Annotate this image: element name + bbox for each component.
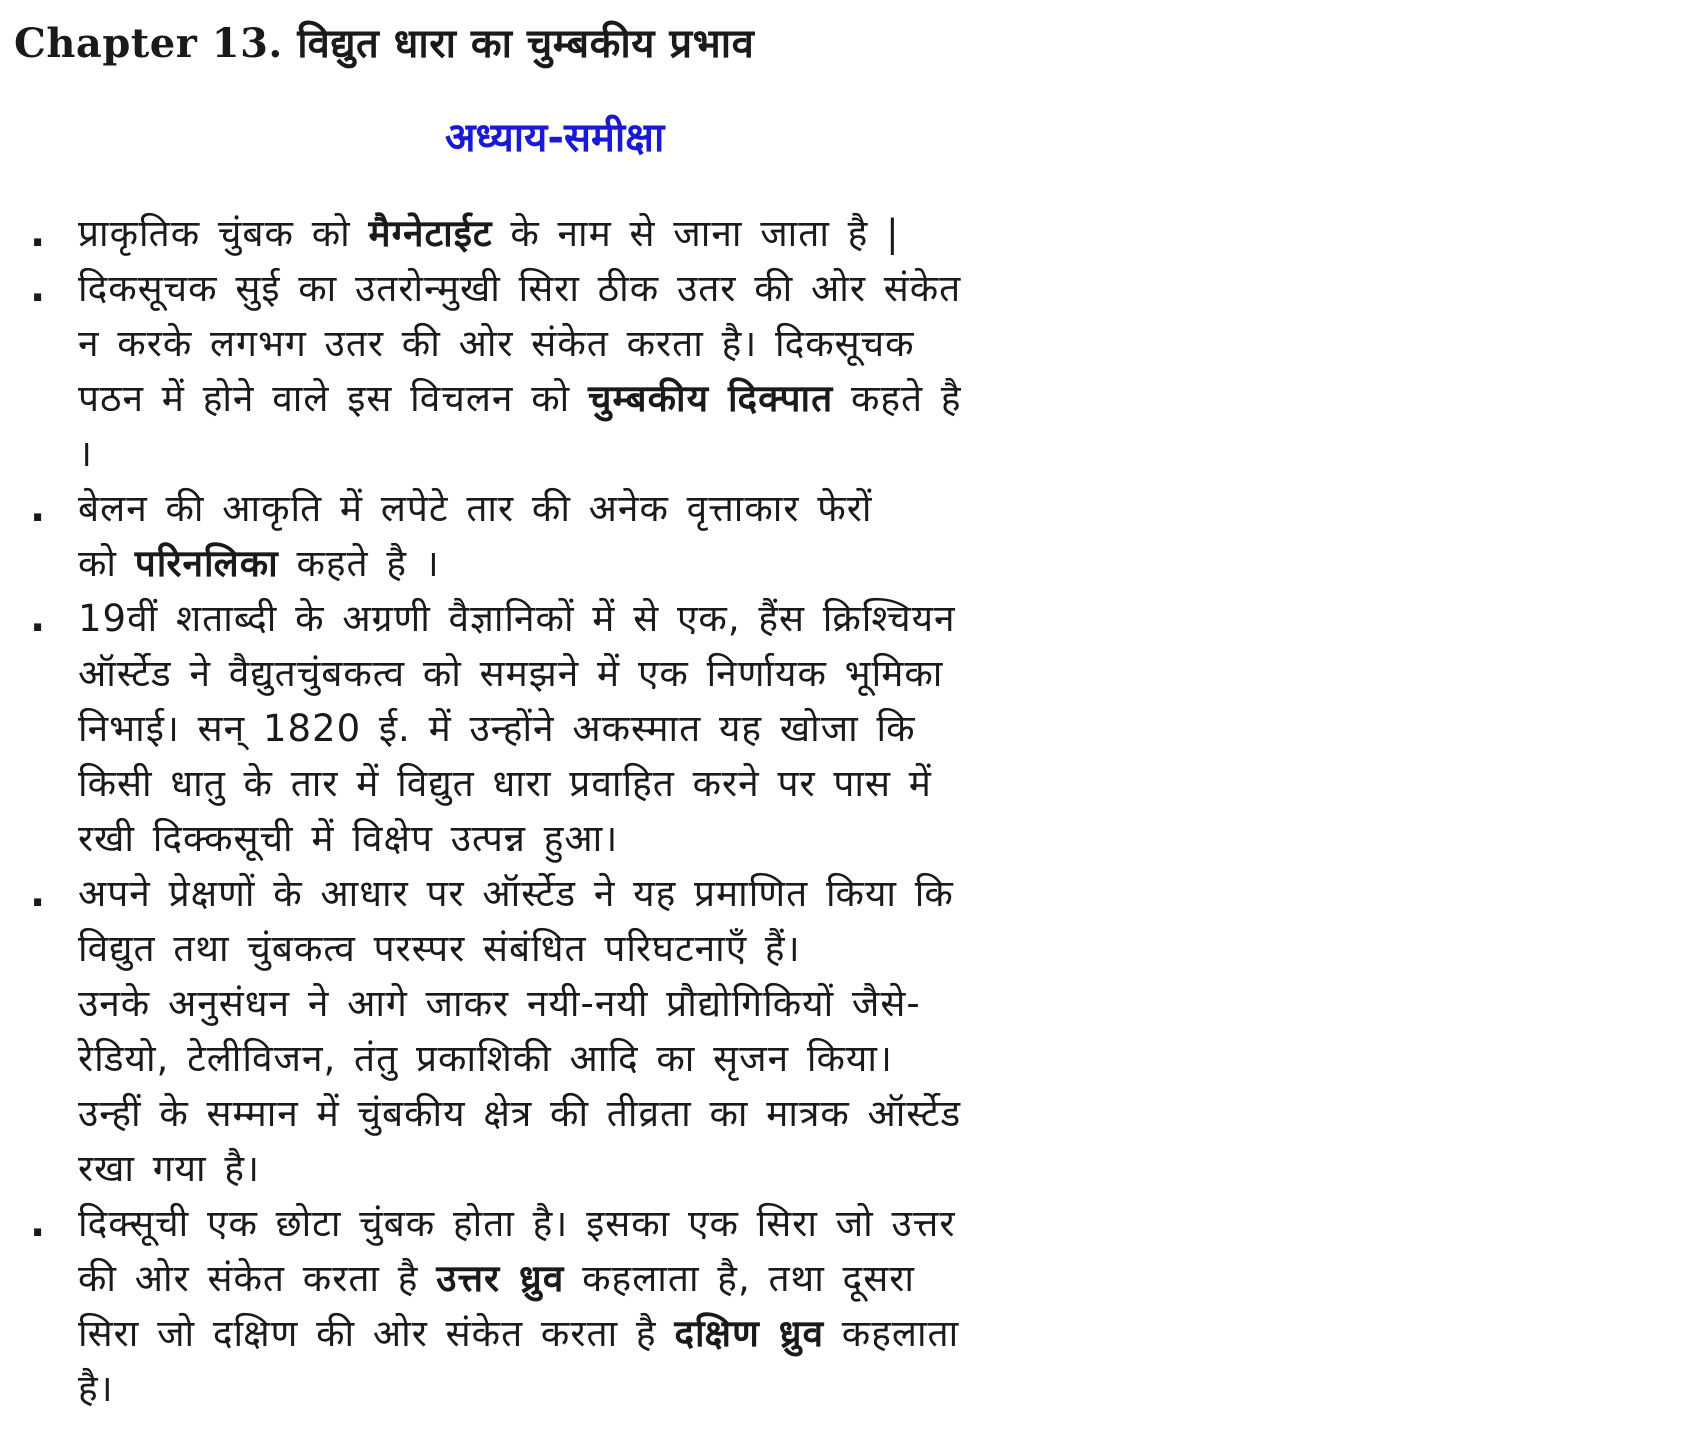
key-term: परिनलिका	[134, 542, 279, 585]
key-term: उत्तर ध्रुव	[436, 1257, 565, 1300]
text-line	[78, 921, 1140, 976]
bullet-item	[30, 1196, 1140, 1416]
text-line	[78, 591, 1140, 646]
text-line	[78, 811, 1140, 866]
text-segment: कहते है ।	[278, 542, 440, 585]
text-line	[78, 1031, 1140, 1086]
text-line	[78, 1251, 1140, 1306]
review-bullet-list	[30, 206, 1140, 1416]
bullet-marker: .	[30, 485, 47, 531]
text-segment: कहते है	[833, 377, 962, 420]
text-segment: उनके अनुसंधन ने आगे जाकर नयी-नयी प्रौद्योगिकियों जैसे-	[78, 982, 921, 1025]
text-segment: ऑर्स्टेड ने वैद्युतचुंबकत्व को समझने में एक निर्णायक भूमिका	[78, 652, 944, 695]
bullet-item	[30, 481, 1140, 591]
text-line	[78, 866, 1140, 921]
key-term: मैग्नेटाईट	[368, 212, 493, 255]
text-line	[78, 206, 1140, 261]
text-segment: दिक्सूची एक छोटा चुंबक होता है। इसका एक सिरा जो उत्तर	[78, 1202, 956, 1245]
text-segment: न करके लगभग उतर की ओर संकेत करता है। दिकसूचक	[78, 322, 915, 365]
bullet-marker: .	[30, 1200, 47, 1246]
text-segment: किसी धातु के तार में विद्युत धारा प्रवाहित करने पर पास में	[78, 762, 932, 805]
bullet-item	[30, 261, 1140, 481]
text-line	[78, 1306, 1140, 1361]
text-line	[78, 1361, 1140, 1416]
text-line	[78, 536, 1140, 591]
text-segment: को	[78, 542, 135, 585]
text-line	[78, 1141, 1140, 1196]
text-line	[78, 646, 1140, 701]
text-segment: कहलाता	[824, 1312, 960, 1355]
text-segment: पठन में होने वाले इस विचलन को	[78, 377, 588, 420]
bullet-item	[30, 206, 1140, 261]
text-segment: रखा गया है।	[78, 1147, 261, 1190]
bullet-marker: .	[30, 595, 47, 641]
text-segment: अपने प्रेक्षणों के आधार पर ऑर्स्टेड ने यह प्रमाणित किया कि	[78, 872, 954, 915]
text-segment: 19वीं शताब्दी के अग्रणी वैज्ञानिकों में से एक, हैंस क्रिश्चियन	[78, 597, 956, 640]
text-line	[78, 316, 1140, 371]
bullet-marker: .	[30, 870, 47, 916]
text-segment: कहलाता है, तथा दूसरा	[564, 1257, 915, 1300]
bullet-item	[30, 591, 1140, 866]
text-line	[78, 426, 1140, 481]
chapter-title: Chapter 13. विद्युत धारा का चुम्बकीय प्रभाव	[14, 20, 755, 67]
text-segment: सिरा जो दक्षिण की ओर संकेत करता है	[78, 1312, 675, 1355]
text-segment: के नाम से जाना जाता है |	[492, 212, 900, 255]
key-term: चुम्बकीय दिक्पात	[587, 377, 834, 420]
text-line	[78, 976, 1140, 1031]
bullet-marker: .	[30, 265, 47, 311]
text-segment: विद्युत तथा चुंबकत्व परस्पर संबंधित परिघटनाएँ हैं।	[78, 927, 801, 970]
text-segment: की ओर संकेत करता है	[78, 1257, 437, 1300]
text-line	[78, 261, 1140, 316]
text-line	[78, 701, 1140, 756]
bullet-item	[30, 866, 1140, 1196]
bullet-marker: .	[30, 210, 47, 256]
text-segment: प्राकृतिक चुंबक को	[78, 212, 369, 255]
key-term: दक्षिण ध्रुव	[674, 1312, 825, 1355]
text-line	[78, 1196, 1140, 1251]
text-line	[78, 756, 1140, 811]
text-segment: रखी दिक्कसूची में विक्षेप उत्पन्न हुआ।	[78, 817, 619, 860]
text-segment: निभाई। सन् 1820 ई. में उन्होंने अकस्मात यह खोजा कि	[78, 707, 916, 750]
text-segment: दिकसूचक सुई का उतरोन्मुखी सिरा ठीक उतर की ओर संकेत	[78, 267, 962, 310]
text-segment: उन्हीं के सम्मान में चुंबकीय क्षेत्र की तीव्रता का मात्रक ऑर्स्टेड	[78, 1092, 962, 1135]
text-segment: ।	[78, 432, 94, 475]
section-heading: अध्याय-समीक्षा	[445, 115, 665, 161]
text-line	[78, 481, 1140, 536]
text-line	[78, 371, 1140, 426]
text-segment: रेडियो, टेलीविजन, तंतु प्रकाशिकी आदि का सृजन किया।	[78, 1037, 893, 1080]
text-line	[78, 1086, 1140, 1141]
text-segment: है।	[78, 1367, 114, 1410]
text-segment: बेलन की आकृति में लपेटे तार की अनेक वृत्ताकार फेरों	[78, 487, 873, 530]
